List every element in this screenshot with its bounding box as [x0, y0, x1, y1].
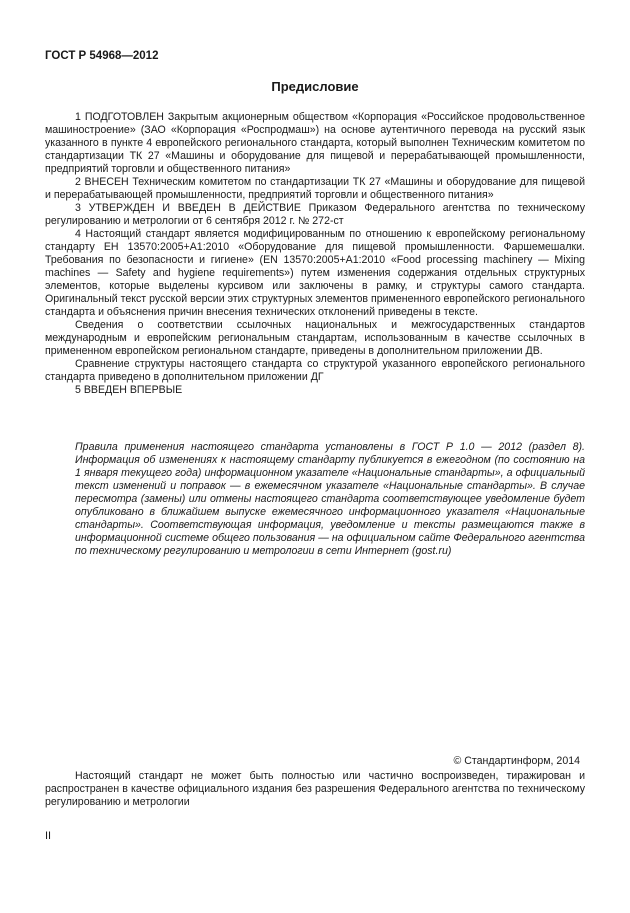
preface-item-2: 2 ВНЕСЕН Техническим комитетом по стандартизации ТК 27 «Машины и оборудование для пищевой и перерабатывающей промышленности, предприятий торговли и общественного питания»	[45, 176, 585, 201]
preface-section	[45, 111, 585, 397]
application-rules-notice: Правила применения настоящего стандарта установлены в ГОСТ Р 1.0 — 2012 (раздел 8). Информация об изменениях к настоящему стандарту публикуется в ежегодном (по состоянию на 1 января текущего года) информационном указателе «Национальные стандарты», а официальный текст изменений и поправок — в ежемесячном указателе «Национальные стандарты». В случае пересмотра (замены) или отмены настоящего стандарта соответствующее уведомление будет опубликовано в ближайшем выпуске ежемесячного информационного указателя «Национальные стандарты». Соответствующая информация, уведомление и тексты размещаются также в информационной системе общего пользования — на официальном сайте Федерального агентства по техническому регулированию и метрологии в сети Интернет (gost.ru)	[75, 441, 585, 557]
page-number: II	[45, 830, 52, 842]
preface-item-3: 3 УТВЕРЖДЕН И ВВЕДЕН В ДЕЙСТВИЕ Приказом Федерального агентства по техническому регулированию и метрологии от 6 сентября 2012 г. № 272-ст	[45, 202, 585, 227]
page-title: Предисловие	[271, 79, 359, 94]
preface-item-4-comparison: Сравнение структуры настоящего стандарта со структурой указанного европейского регионального стандарта приведено в дополнительном приложении ДГ	[45, 358, 585, 383]
preface-item-4-references: Сведения о соответствии ссылочных национальных и межгосударственных стандартов международным и европейским региональным стандартам, использованным в качестве ссылочных в примененном европейском региональном стандарте, приведены в дополнительном приложении ДВ.	[45, 319, 585, 357]
document-id: ГОСТ Р 54968—2012	[45, 50, 159, 62]
preface-item-5: 5 ВВЕДЕН ВПЕРВЫЕ	[75, 384, 183, 396]
preface-item-1: 1 ПОДГОТОВЛЕН Закрытым акционерным обществом «Корпорация «Российское продовольственное машиностроение» (ЗАО «Корпорация «Роспродмаш») на основе аутентичного перевода на русский язык указанного в пункте 4 европейского регионального стандарта, который выполнен Техническим комитетом по стандартизации ТК 27 «Машины и оборудование для пищевой и перерабатывающей промышленности, предприятий торговли и общественного питания»	[45, 111, 585, 175]
reproduction-notice-text: Настоящий стандарт не может быть полностью или частично воспроизведен, тиражирован и распространен в качестве официального издания без разрешения Федерального агентства по техническому регулированию и метрологии	[45, 770, 585, 808]
reproduction-notice	[45, 770, 585, 809]
preface-item-4: 4 Настоящий стандарт является модифицированным по отношению к европейскому региональному стандарту ЕН 13570:2005+А1:2010 «Оборудование для пищевой промышленности. Фаршемешалки. Требования по безопасности и гигиене» (EN 13570:2005+A1:2010 «Food processing machinery — Mixing machines — Safety and hygiene requirements») путем изменения содержания отдельных структурных элементов, которые выделены курсивом или заключены в рамку, и структуры самого стандарта. Оригинальный текст русской версии этих структурных элементов примененного европейского регионального стандарта и объяснения причин внесения технических отклонений приведены в тексте.	[45, 228, 585, 318]
copyright-line: © Стандартинформ, 2014	[453, 755, 580, 767]
